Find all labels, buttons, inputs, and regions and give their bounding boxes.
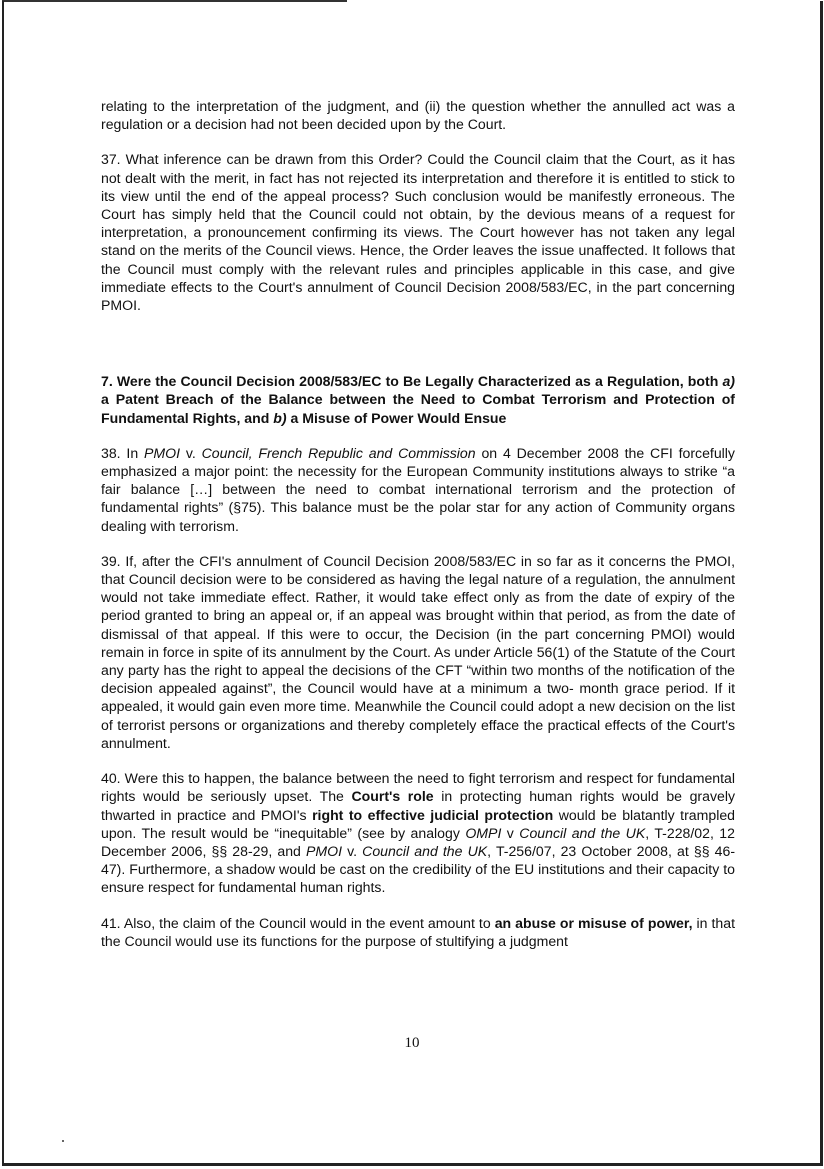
section-spacer — [101, 331, 735, 352]
paragraph-41: 41. Also, the claim of the Council would in the event amount to an abuse or misuse of power, in that the Council would use its functions for the purpose of stultifying a judgment — [101, 914, 736, 949]
paragraph-38: 38. In PMOI v. Council, French Republic and Commission on 4 December 2008 the CFI forcefully emphasized a major point: the necessity for the European Community institutions always to strike “a fair balance […] between the need to combat international terrorism and the protection of fundamental rights” (§75). This balance must be the polar star for any action of Community organs dealing with terrorism. — [101, 444, 735, 534]
page-number: 10 — [404, 1035, 420, 1051]
paragraph-continuation: relating to the interpretation of the judgment, and (ii) the question whether the annulled act was a regulation or a decision had not been decided upon by the Court. — [101, 98, 735, 133]
paragraph-40: 40. Were this to happen, the balance between the need to fight terrorism and respect for fundamental rights would be seriously upset. The Court's role in protecting human rights would be gravely thwarted in practice and PMOI's right to effective judicial protection would be blatantly trampled upon. The result would be “inequitable” (see by analogy OMPI v Council and the UK, T-228/02, 12 December 2006, §§ 28-29, and PMOI v. Council and the UK, T-256/07, 23 October 2008, at §§ 46-47). Furthermore, a shadow would be cast on the credibility of the EU institutions and their capacity to ensure respect for fundamental human rights. — [101, 770, 736, 896]
scan-speck — [62, 1140, 64, 1142]
document-body — [101, 97, 735, 967]
paragraph-37: 37. What inference can be drawn from this Order? Could the Council claim that the Court, as it has not dealt with the merit, in fact has not rejected its interpretation and therefore it is entitled to stick to its view until the end of the appeal process? Such conclusion would be manifestly erroneous. The Court has simply held that the Council could not obtain, by the devious means of a request for interpretation, a pronouncement confirming its views. The Court however has not taken any legal stand on the merits of the Council views. Hence, the Order leaves the issue unaffected. It follows that the Council must comply with the relevant rules and principles applicable in this case, and give immediate effects to the Court's annulment of Council Decision 2008/583/EC, in the part concerning PMOI. — [101, 151, 735, 314]
section-heading-7: 7. Were the Council Decision 2008/583/EC to Be Legally Characterized as a Regulation, both a) a Patent Breach of the Balance between the Need to Combat Terrorism and Protection of Fundamental Rights, and b) a Misuse of Power Would Ensue — [101, 373, 735, 426]
paragraph-39: 39. If, after the CFI's annulment of Council Decision 2008/583/EC in so far as it concerns the PMOI, that Council decision were to be considered as having the legal nature of a regulation, the annulment would not take immediate effect. Rather, it would take effect only as from the date of expiry of the period granted to bring an appeal or, if an appeal was brought within that period, as from the date of dismissal of that appeal. If this were to occur, the Decision (in the part concerning PMOI) would remain in force in spite of its annulment by the Court. As under Article 56(1) of the Statute of the Court any party has the right to appeal the decisions of the CFT “within two months of the notification of the decision appealed against”, the Council would have at a minimum a two- month grace period. If it appealed, it would gain even more time. Meanwhile the Council could adopt a new decision on the list of terrorist persons or organizations and thereby completely efface the practical effects of the Court's annulment. — [101, 552, 735, 751]
